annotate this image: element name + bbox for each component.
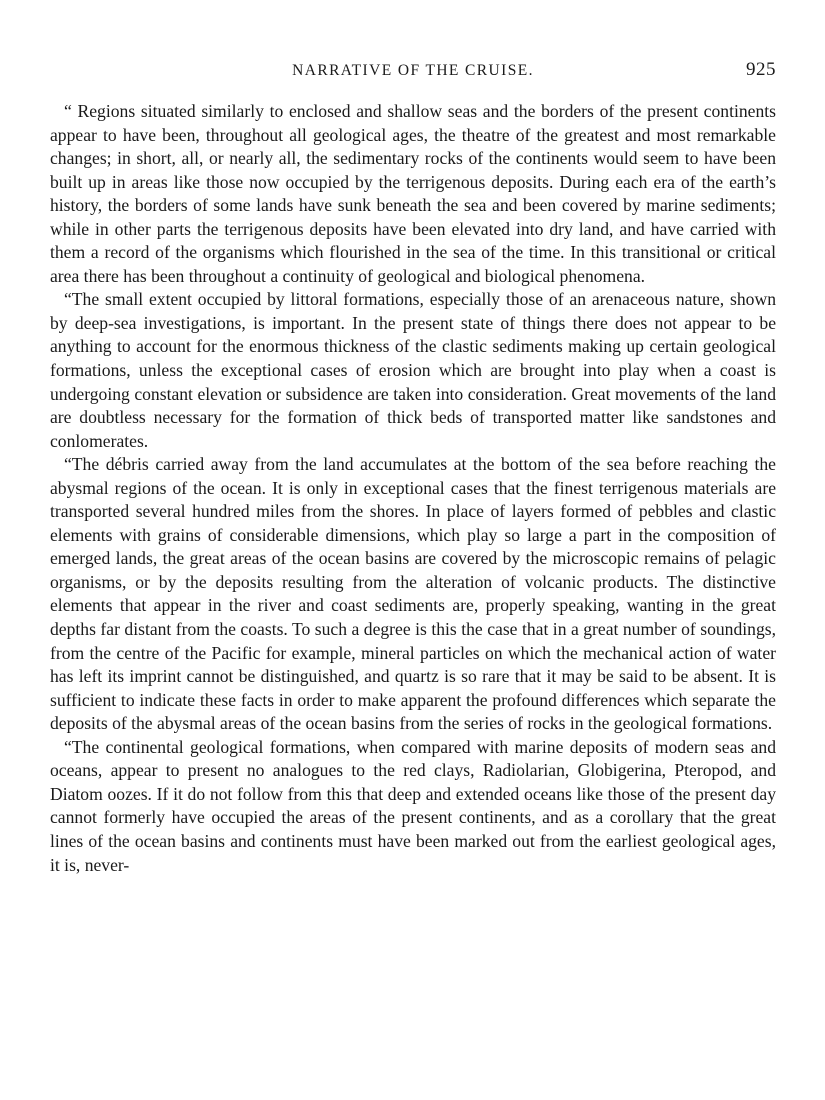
paragraph: “The small extent occupied by littoral formations, especially those of an arenaceous nature, shown by deep-sea investigations, is important. In the present state of things there does not appear to be anything to account for the enormous thickness of the clastic sediments making up certain geological formations, unless the exceptional cases of erosion which are brought into play when a coast is undergoing constant elevation or subsidence are taken into consideration. Great movements of the land are doubtless necessary for the formation of thick beds of transported matter like sandstones and conlomerates.: [50, 289, 776, 451]
running-title: NARRATIVE OF THE CRUISE.: [292, 62, 534, 79]
paragraph: “The débris carried away from the land accumulates at the bottom of the sea before reaching the abysmal regions of the ocean. It is only in exceptional cases that the finest terrigenous materials are transported several hundred miles from the shores. In place of layers formed of pebbles and clastic elements with grains of considerable dimensions, which play so large a part in the composition of emerged lands, the great areas of the ocean basins are covered by the microscopic remains of pelagic organisms, or by the deposits resulting from the alteration of volcanic products. The distinctive elements that appear in the river and coast sediments are, properly speaking, wanting in the great depths far distant from the coasts. To such a degree is this the case that in a great number of soundings, from the centre of the Pacific for example, mineral particles on which the mechanical action of water has left its imprint cannot be distinguished, and quartz is so rare that it may be said to be absent. It is sufficient to indicate these facts in order to make apparent the profound differences which separate the deposits of the abysmal areas of the ocean basins from the series of rocks in the geological formations.: [50, 454, 776, 734]
paragraph: “The continental geological formations, when compared with marine deposits of modern seas and oceans, appear to present no analogues to the red clays, Radiolarian, Globigerina, Pteropod, and Diatom oozes. If it do not follow from this that deep and extended oceans like those of the present day cannot formerly have occupied the areas of the present continents, and as a corollary that the great lines of the ocean basins and continents must have been marked out from the earliest geological ages, it is, never-: [50, 736, 776, 875]
running-head: [50, 59, 776, 92]
book-page: [50, 59, 776, 877]
body-text: [50, 100, 776, 877]
page-number: 925: [746, 59, 776, 80]
paragraph: “ Regions situated similarly to enclosed and shallow seas and the borders of the present continents appear to have been, throughout all geological ages, the theatre of the greatest and most remarkable changes; in short, all, or nearly all, the sedimentary rocks of the continents would seem to have been built up in areas like those now occupied by the terrigenous deposits. During each era of the earth’s history, the borders of some lands have sunk beneath the sea and been covered by marine sediments; while in other parts the terrigenous deposits have been elevated into dry land, and have carried with them a record of the organisms which flourished in the sea of the time. In this transitional or critical area there has been throughout a continuity of geological and biological phenomena.: [50, 101, 776, 286]
